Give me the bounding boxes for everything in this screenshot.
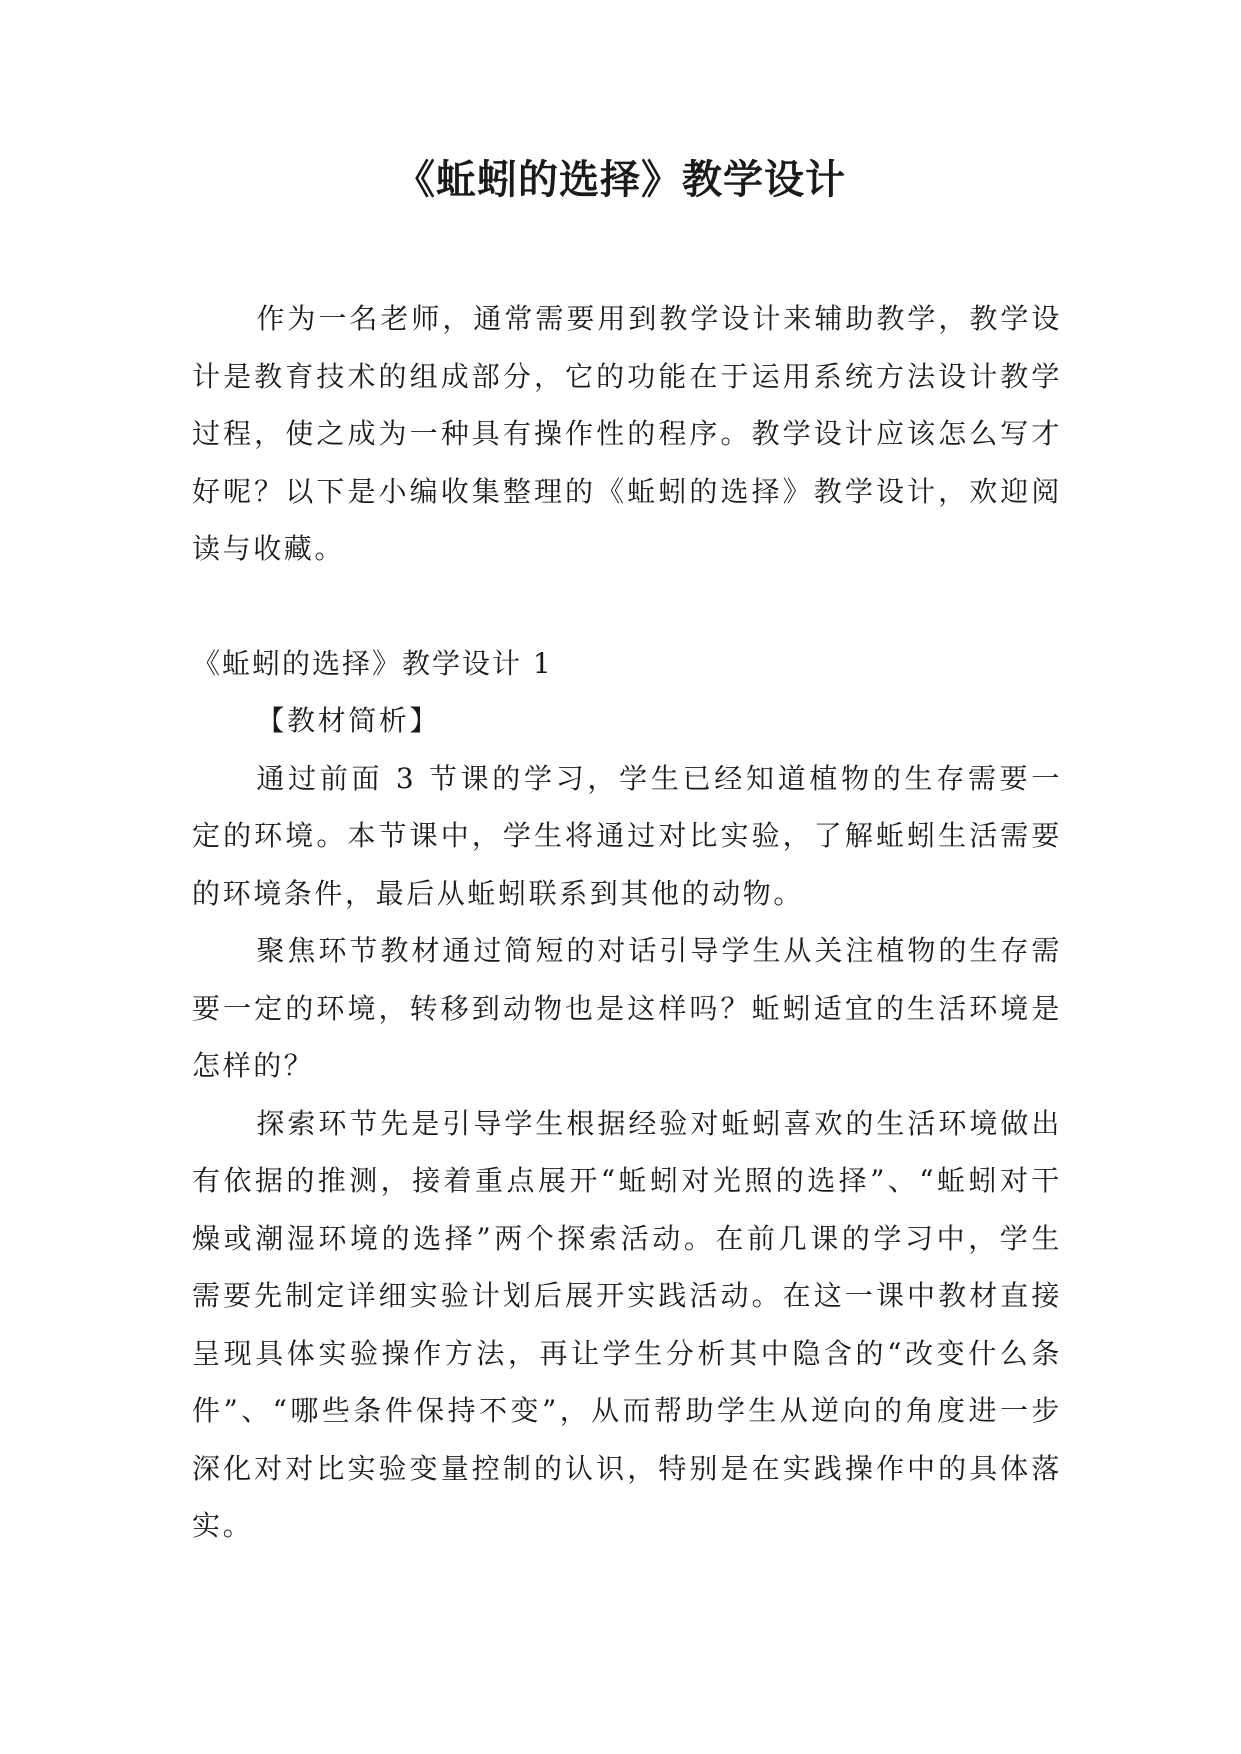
body-paragraph-1: 通过前面 3 节课的学习，学生已经知道植物的生存需要一定的环境。本节课中，学生将通过对比实验，了解蚯蚓生活需要的环境条件，最后从蚯蚓联系到其他的动物。 (192, 761, 1062, 910)
intro-paragraph: 作为一名老师，通常需要用到教学设计来辅助教学，教学设计是教育技术的组成部分，它的功能在于运用系统方法设计教学过程，使之成为一种具有操作性的程序。教学设计应该怎么写才好呢？以下是小编收集整理的《蚯蚓的选择》教学设计，欢迎阅读与收藏。 (192, 302, 1062, 565)
body-paragraph-3: 探索环节先是引导学生根据经验对蚯蚓喜欢的生活环境做出有依据的推测，接着重点展开“蚯蚓对光照的选择”、“蚯蚓对干燥或潮湿环境的选择”两个探索活动。在前几课的学习中，学生需要先制定详细实验计划后展开实践活动。在这一课中教材直接呈现具体实验操作方法，再让学生分析其中隐含的“改变什么条件”、“哪些条件保持不变”，从而帮助学生从逆向的角度进一步深化对对比实验变量控制的认识，特别是在实践操作中的具体落实。 (192, 1106, 1062, 1542)
body-paragraph-2: 聚焦环节教材通过简短的对话引导学生从关注植物的生存需要一定的环境，转移到动物也是这样吗？蚯蚓适宜的生活环境是怎样的？ (192, 934, 1062, 1082)
document-body (192, 290, 1062, 1555)
section-heading: 《蚯蚓的选择》教学设计 1 (192, 646, 553, 680)
document-title: 《蚯蚓的选择》教学设计 (395, 156, 846, 203)
section-subheading: 【教材简析】 (256, 704, 440, 737)
